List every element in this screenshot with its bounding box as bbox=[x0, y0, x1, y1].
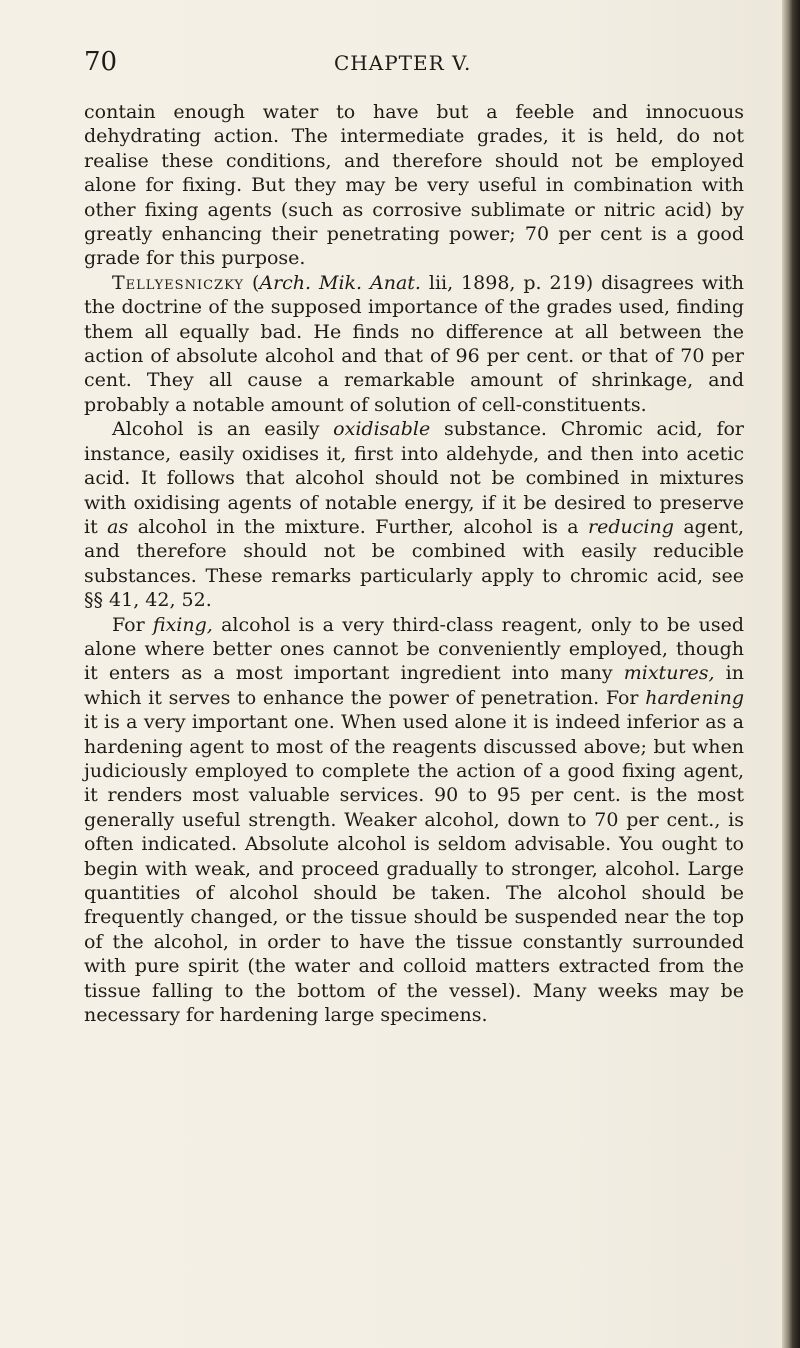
paragraph-4-text-g: it is a very important one. When used alone it is indeed inferior as a hardening agent to most of the reagents discussed above; but when judiciously employed to complete the action of a good fixing agent, it renders most valuable services. 90 to 95 per cent. is the most generally useful strength. Weaker alcohol, down to 70 per cent., is often indicated. Absolute alcohol is seldom advisable. You ought to begin with weak, and proceed gradually to stronger, alcohol. Large quantities of alcohol should be taken. The alcohol should be frequently changed, or the tissue should be suspended near the top of the alcohol, in order to have the tissue constantly surrounded with pure spirit (the water and colloid matters extracted from the tissue falling to the bottom of the vessel). Many weeks may be necessary for hardening large specimens. bbox=[84, 711, 744, 1027]
paragraph-3-text-c: substance. Chromic acid, for instance, easily oxidises it, first into aldehyde, and then into acetic acid. It follows that alcohol should not be combined in mixtures with oxidising agents of notable energy, if it be desired to preserve it bbox=[84, 418, 745, 538]
paragraph-4-text-c: alcohol is a very third-class reagent, only to be used alone where better ones cannot be conveniently employed, though it enters as a most important ingredient into many bbox=[84, 613, 744, 685]
paragraph-3-text-a: Alcohol is an easily bbox=[112, 418, 334, 441]
emphasis-oxidisable: oxidisable bbox=[333, 418, 431, 441]
book-binding-edge bbox=[782, 0, 800, 1348]
citation-author: Tellyesniczky bbox=[112, 271, 245, 294]
emphasis-hardening: hardening bbox=[645, 686, 744, 709]
emphasis-fixing: fixing, bbox=[152, 613, 213, 636]
citation-rest: lii, 1898, p. 219) bbox=[420, 271, 594, 294]
emphasis-mixtures: mixtures, bbox=[623, 662, 715, 685]
paragraph-1-text: contain enough water to have but a feeble and innocuous dehydrating action. The intermediate grades, it is held, do not realise these conditions, and therefore should not be employed alone for fixing. But they may be very useful in combination with other fixing agents (such as corrosive sublimate or nitric acid) by greatly enhancing their penetrating power; 70 per cent is a good grade for this purpose. bbox=[84, 101, 744, 270]
emphasis-as: as bbox=[107, 515, 129, 538]
citation-journal: Arch. Mik. Anat. bbox=[259, 271, 421, 294]
paragraph-4-text-e: in which it serves to enhance the power of penetration. For bbox=[84, 662, 744, 709]
paragraph-3 bbox=[84, 417, 744, 612]
page-header bbox=[84, 44, 744, 84]
paragraph-2-text: disagrees with the doctrine of the supposed importance of the grades used, finding them all equally bad. He finds no difference at all between the action of absolute alcohol and that of 96 per cent. or that of 70 per cent. They all cause a remarkable amount of shrinkage, and probably a notable amount of solution of cell-constituents. bbox=[84, 271, 744, 416]
emphasis-reducing: reducing bbox=[588, 515, 674, 538]
paragraph-4-text-a: For bbox=[112, 613, 153, 636]
page-number: 70 bbox=[84, 47, 118, 77]
paragraph-2 bbox=[84, 271, 744, 417]
body-text bbox=[84, 100, 744, 1027]
paragraph-3-text-e: alcohol in the mixture. Further, alcohol is a bbox=[128, 515, 589, 538]
paragraph-3-text-g: agent, and therefore should not be combined with easily reducible substances. These remarks particularly apply to chromic acid, see §§ 41, 42, 52. bbox=[84, 515, 744, 612]
running-head: CHAPTER V. bbox=[334, 51, 472, 75]
paragraph-1 bbox=[84, 100, 744, 271]
citation-open: ( bbox=[251, 271, 260, 294]
paragraph-4 bbox=[84, 613, 744, 1028]
